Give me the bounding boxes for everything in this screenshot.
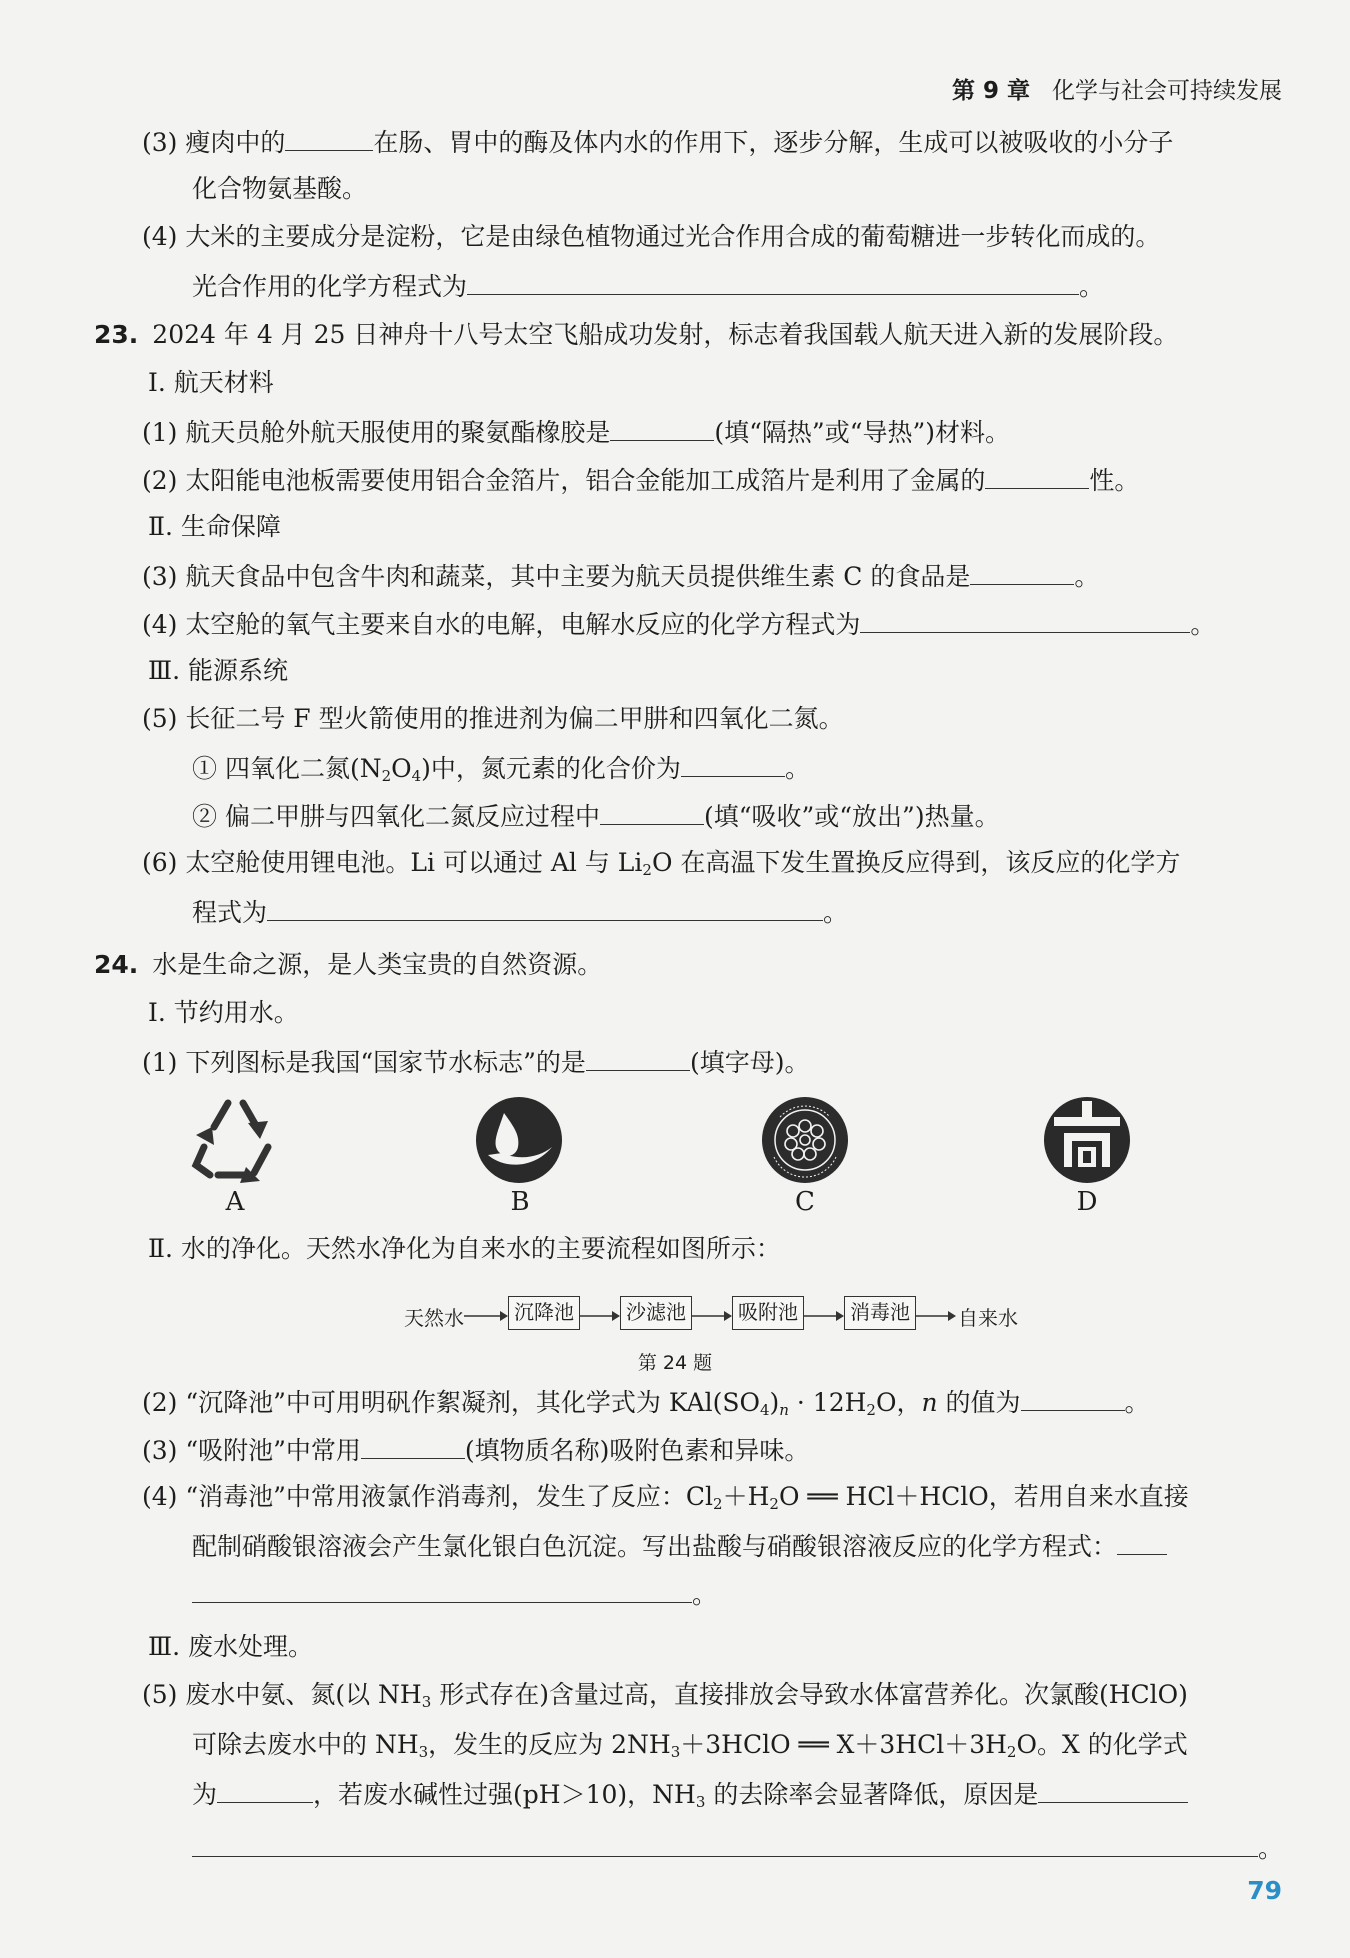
question-number: 24. (94, 950, 139, 979)
question-number: 23. (94, 320, 139, 349)
flow-step-sedimentation: 沉降池 (508, 1296, 580, 1330)
flow-end: 自来水 (958, 1306, 1018, 1330)
answer-blank[interactable] (192, 1830, 1258, 1857)
q23-part5-sub1: ① 四氧化二氮$(N_2O_4)$中，氮元素的化合价为 。 (192, 750, 810, 793)
q22-part4-line1: (4) 大米的主要成分是淀粉，它是由绿色植物通过光合作用合成的葡萄糖进一步转化而成的。 (142, 222, 1161, 251)
arrow-right-icon (916, 1310, 956, 1322)
flow-step-disinfection: 消毒池 (844, 1296, 916, 1330)
arrow-right-icon (580, 1310, 620, 1322)
page-number: 79 (1247, 1876, 1282, 1905)
q24-part5-line1: (5) 废水中氨、氮(以 $NH_3$ 形式存在)含量过高，直接排放会导致水体富营养化。次氯酸(HClO) (142, 1680, 1188, 1711)
answer-blank[interactable] (610, 414, 714, 441)
flow-step-sand-filter: 沙滤池 (620, 1296, 692, 1330)
environmental-seal-icon (760, 1095, 850, 1185)
q22-part3-line1: (3) 瘦肉中的 在肠、胃中的酶及体内水的作用下，逐步分解，生成可以被吸收的小分子 (142, 124, 1173, 160)
answer-blank[interactable] (970, 558, 1074, 585)
chinese-character-emblem-icon (1042, 1095, 1132, 1185)
answer-blank[interactable] (192, 1576, 692, 1603)
q24-section-1: Ⅰ. 节约用水。 (148, 998, 299, 1027)
q23-section-1: Ⅰ. 航天材料 (148, 368, 274, 397)
q23-part2: (2) 太阳能电池板需要使用铝合金箔片，铝合金能加工成箔片是利用了金属的 性。 (142, 462, 1139, 498)
q22-part3-line2: 化合物氨基酸。 (192, 174, 368, 203)
q23-part3: (3) 航天食品中包含牛肉和蔬菜，其中主要为航天员提供维生素 C 的食品是 。 (142, 558, 1099, 594)
chapter-header (952, 72, 1282, 105)
q23-part6-line2: 程式为 。 (192, 894, 848, 930)
q24-part2: (2) “沉降池”中可用明矾作絮凝剂，其化学式为 $KAl(SO_4)_n \cdot 12H_2O$，n 的值为 。 (142, 1384, 1150, 1427)
option-label: A (225, 1187, 245, 1217)
answer-blank[interactable] (586, 1044, 690, 1071)
arrow-right-icon (464, 1310, 508, 1322)
answer-blank[interactable] (600, 798, 704, 825)
chapter-title: 化学与社会可持续发展 (1052, 78, 1282, 104)
option-label: C (795, 1187, 815, 1217)
q24-part5-line4: 。 (192, 1830, 1283, 1866)
answer-blank[interactable] (285, 124, 373, 151)
answer-blank[interactable] (361, 1432, 465, 1459)
answer-blank[interactable] (681, 750, 785, 777)
figure-caption: 第 24 题 (637, 1352, 713, 1374)
q23-section-3: Ⅲ. 能源系统 (148, 656, 289, 685)
answer-blank[interactable] (860, 606, 1190, 633)
flow-start: 天然水 (404, 1306, 464, 1330)
answer-blank[interactable] (985, 462, 1089, 489)
arrow-right-icon (804, 1310, 844, 1322)
answer-blank[interactable] (467, 268, 1079, 295)
water-drop-icon (474, 1095, 564, 1185)
q24-part4-line1: (4) “消毒池”中常用液氯作消毒剂，发生了反应：$Cl_2+H_2O$ ══ HCl＋HClO，若用自来水直接 (142, 1482, 1189, 1513)
q23-part6-line1: (6) 太空舱使用锂电池。Li 可以通过 Al 与 $Li_2O$ 在高温下发生置换反应得到，该反应的化学方 (142, 848, 1181, 879)
answer-blank[interactable] (1038, 1776, 1188, 1803)
q23-section-2: Ⅱ. 生命保障 (148, 512, 281, 541)
q24-stem: 24. 水是生命之源，是人类宝贵的自然资源。 (94, 950, 603, 979)
q23-stem: 23. 2024 年 4 月 25 日神舟十八号太空飞船成功发射，标志着我国载人航天进入新的发展阶段。 (94, 320, 1179, 349)
water-logo-options (0, 1095, 1350, 1225)
recycle-icon (188, 1095, 283, 1185)
chapter-number: 第 9 章 (951, 78, 1030, 104)
q24-part3: (3) “吸附池”中常用 (填物质名称)吸附色素和异味。 (142, 1432, 809, 1468)
q24-part5-line3: 为 ，若废水碱性过强(pH＞10)，$NH_3$ 的去除率会显著降低，原因是 (192, 1776, 1188, 1819)
answer-blank[interactable] (217, 1776, 313, 1803)
arrow-right-icon (692, 1310, 732, 1322)
q24-part4-line2: 配制硝酸银溶液会产生氯化银白色沉淀。写出盐酸与硝酸银溶液反应的化学方程式： (192, 1528, 1167, 1564)
q23-part5-sub2: ② 偏二甲肼与四氧化二氮反应过程中 (填“吸收”或“放出”)热量。 (192, 798, 1000, 834)
q23-part1: (1) 航天员舱外航天服使用的聚氨酯橡胶是 (填“隔热”或“导热”)材料。 (142, 414, 1010, 450)
q22-part4-line2: 光合作用的化学方程式为 。 (192, 268, 1104, 304)
q24-section-3: Ⅲ. 废水处理。 (148, 1632, 314, 1661)
option-label: B (510, 1187, 530, 1217)
answer-blank[interactable] (267, 894, 823, 921)
q23-part4: (4) 太空舱的氧气主要来自水的电解，电解水反应的化学方程式为 。 (142, 606, 1215, 642)
q24-section-2: Ⅱ. 水的净化。天然水净化为自来水的主要流程如图所示： (148, 1234, 781, 1263)
q24-part5-line2: 可除去废水中的 $NH_3$，发生的反应为 $2NH_3+3HClO$ ══ $X+3HCl+3H_2O$。X 的化学式 (192, 1730, 1188, 1761)
q24-part1: (1) 下列图标是我国“国家节水标志”的是 (填字母)。 (142, 1044, 809, 1080)
answer-blank[interactable] (1021, 1384, 1125, 1411)
q23-part5: (5) 长征二号 F 型火箭使用的推进剂为偏二甲肼和四氧化二氮。 (142, 704, 844, 733)
flow-step-adsorption: 吸附池 (732, 1296, 804, 1330)
q24-part4-line3: 。 (192, 1576, 717, 1612)
answer-blank[interactable] (1117, 1528, 1167, 1555)
option-label: D (1076, 1187, 1098, 1217)
